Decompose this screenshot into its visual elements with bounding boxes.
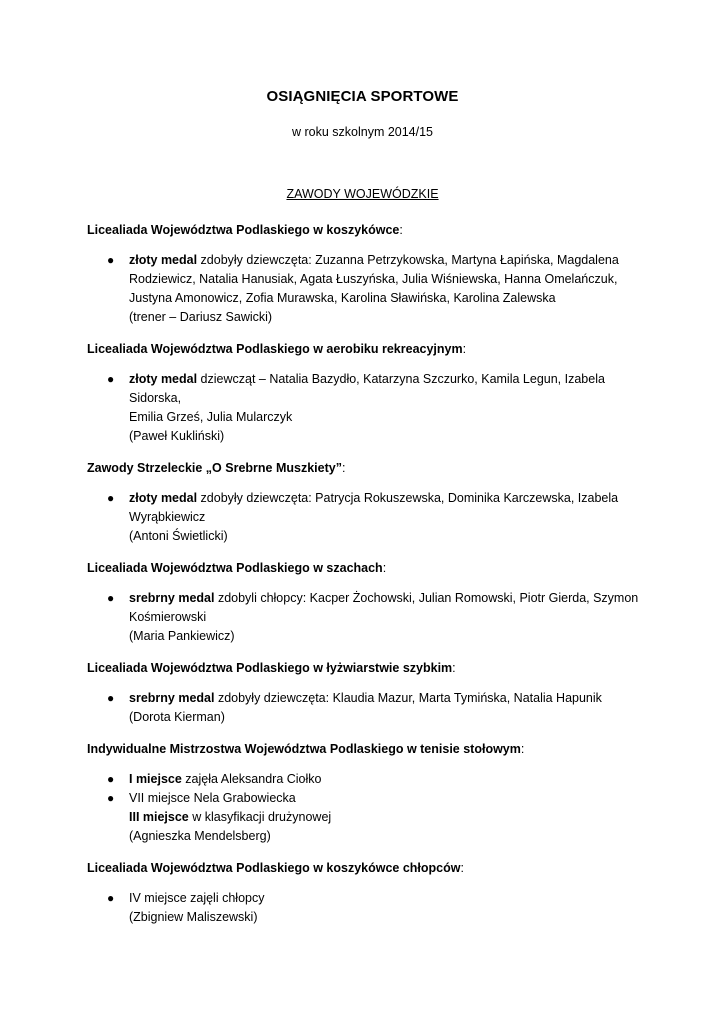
bullet-icon: ● — [107, 691, 115, 705]
result-list — [87, 251, 647, 327]
list-item: ● srebrny medal zdobyły dziewczęta: Klaudia Mazur, Marta Tymińska, Natalia Hapunik (Dorota Kierman) — [107, 691, 602, 724]
competition-heading: Licealiada Województwa Podlaskiego w koszykówce chłopców: — [87, 861, 464, 875]
competition-heading: Zawody Strzeleckie „O Srebrne Muszkiety”: — [87, 461, 346, 475]
section-title: ZAWODY WOJEWÓDZKIE — [286, 187, 439, 201]
achievements-content — [87, 221, 647, 940]
list-item: ● złoty medal zdobyły dziewczęta: Patrycja Rokuszewska, Dominika Karczewska, Izabela Wyrąbkiewicz (Antoni Świetlicki) — [107, 491, 619, 543]
list-item: ● IV miejsce zajęli chłopcy (Zbigniew Maliszewski) — [107, 891, 265, 924]
bullet-icon: ● — [107, 372, 115, 386]
document-title: OSIĄGNIĘCIA SPORTOWE — [266, 88, 459, 105]
list-item: ● złoty medal zdobyły dziewczęta: Zuzanna Petrzykowska, Martyna Łapińska, Magdalena Rodziewicz, Natalia Hanusiak, Agata Łuszyńska, Julia Wiśniewska, Hanna Omelańczuk, Justyna Amonowicz, Zofia Murawska, Karolina Sławińska, Karolina Zalewska (trener – Dariusz Sawicki) — [107, 253, 619, 324]
competition-heading: Licealiada Województwa Podlaskiego w koszykówce: — [87, 223, 403, 237]
result-list — [87, 889, 647, 927]
competition-heading: Licealiada Województwa Podlaskiego w szachach: — [87, 561, 387, 575]
list-item: ● srebrny medal zdobyli chłopcy: Kacper Żochowski, Julian Romowski, Piotr Gierda, Szymon Kośmierowski (Maria Pankiewicz) — [107, 591, 639, 643]
list-item: ● VII miejsce Nela Grabowiecka III miejsce w klasyfikacji drużynowej (Agnieszka Mendelsberg) — [107, 791, 332, 843]
result-list — [87, 689, 647, 727]
bullet-icon: ● — [107, 791, 115, 805]
competition-heading: Licealiada Województwa Podlaskiego w aerobiku rekreacyjnym: — [87, 342, 467, 356]
bullet-icon: ● — [107, 491, 115, 505]
bullet-icon: ● — [107, 253, 115, 267]
document-subtitle: w roku szkolnym 2014/15 — [291, 125, 434, 139]
bullet-icon: ● — [107, 891, 115, 905]
result-list — [87, 770, 647, 846]
competition-heading: Licealiada Województwa Podlaskiego w łyżwiarstwie szybkim: — [87, 661, 456, 675]
bullet-icon: ● — [107, 772, 115, 786]
result-list — [87, 589, 647, 646]
result-list — [87, 489, 647, 546]
result-list — [87, 370, 647, 446]
bullet-icon: ● — [107, 591, 115, 605]
list-item: ● złoty medal dziewcząt – Natalia Bazydło, Katarzyna Szczurko, Kamila Legun, Izabela Sidorska, Emilia Grześ, Julia Mularczyk (Paweł Kukliński) — [107, 372, 605, 443]
competition-heading: Indywidualne Mistrzostwa Województwa Podlaskiego w tenisie stołowym: — [87, 742, 525, 756]
list-item: ● I miejsce zajęła Aleksandra Ciołko — [87, 770, 647, 789]
